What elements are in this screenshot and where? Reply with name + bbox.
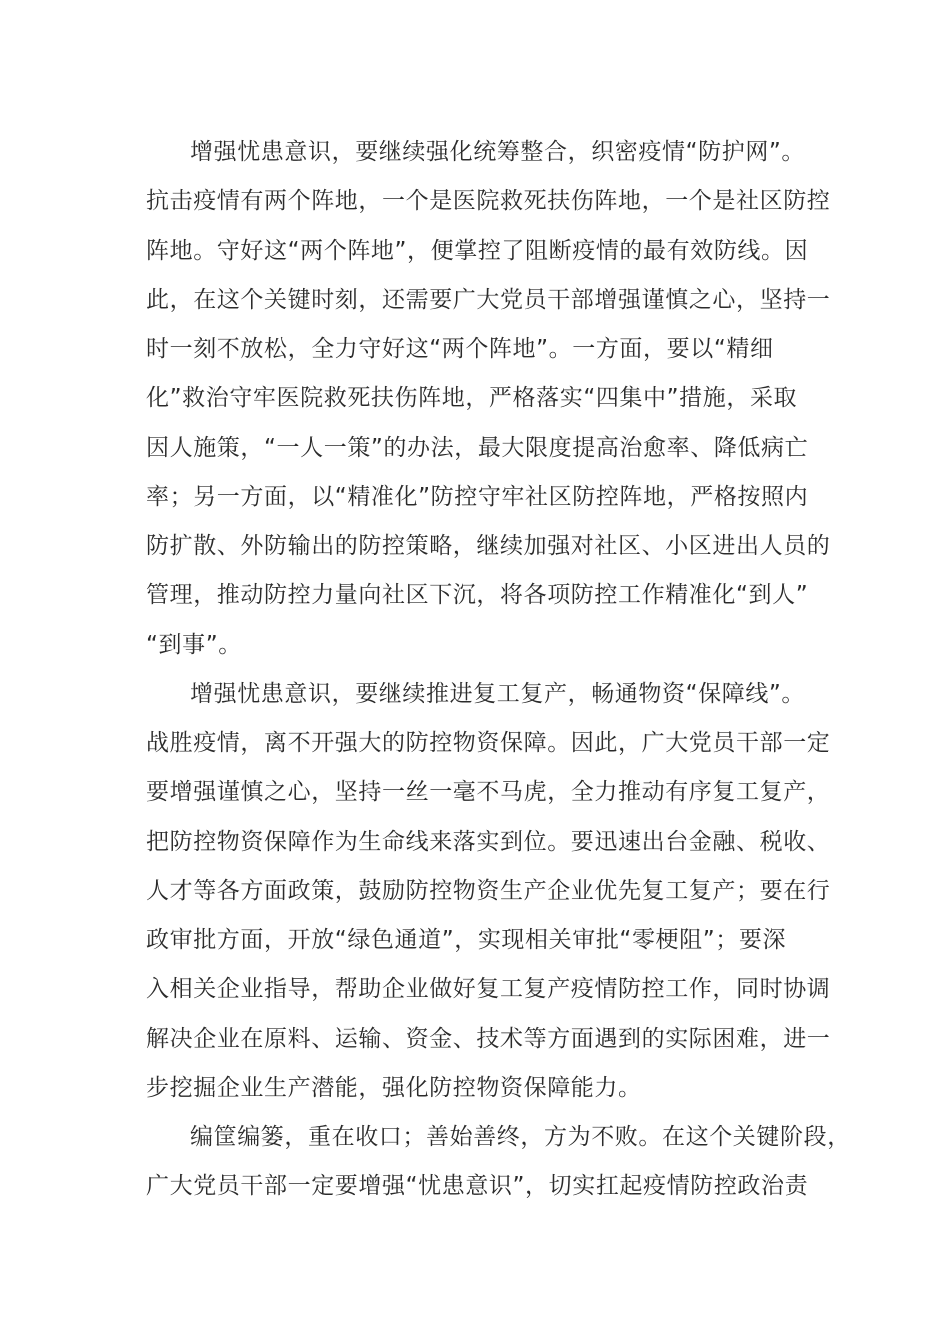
paragraph-2-line-4: 把防控物资保障作为生命线来落实到位。要迅速出台金融、税收、 <box>146 829 831 855</box>
paragraph-1-line-1: 增强忧患意识，要继续强化统筹整合，织密疫情“防护网”。 <box>190 139 806 165</box>
paragraph-2-line-7: 入相关企业指导，帮助企业做好复工复产疫情防控工作，同时协调 <box>146 976 831 1002</box>
paragraph-1-line-11: “到事”。 <box>146 632 242 658</box>
paragraph-1-line-4: 此，在这个关键时刻，还需要广大党员干部增强谨慎之心，坚持一 <box>146 287 831 313</box>
paragraph-2-line-8: 解决企业在原料、运输、资金、技术等方面遇到的实际困难，进一 <box>146 1026 831 1052</box>
paragraph-2-line-5: 人才等各方面政策，鼓励防控物资生产企业优先复工复产；要在行 <box>146 878 831 904</box>
paragraph-2-line-3: 要增强谨慎之心，坚持一丝一毫不马虎，全力推动有序复工复产， <box>146 779 831 805</box>
paragraph-1-line-7: 因人施策，“一人一策”的办法，最大限度提高治愈率、降低病亡 <box>146 435 809 461</box>
paragraph-1-line-5: 时一刻不放松，全力守好这“两个阵地”。一方面，要以“精细 <box>146 336 774 362</box>
paragraph-1-line-8: 率；另一方面，以“精准化”防控守牢社区防控阵地，严格按照内 <box>146 484 809 510</box>
paragraph-3-line-2: 广大党员干部一定要增强“忧患意识”，切实扛起疫情防控政治责 <box>146 1173 809 1199</box>
paragraph-2-line-6: 政审批方面，开放“绿色通道”，实现相关审批“零梗阻”；要深 <box>146 927 787 953</box>
paragraph-2-line-1: 增强忧患意识，要继续推进复工复产，畅通物资“保障线”。 <box>190 681 806 707</box>
paragraph-1-line-9: 防扩散、外防输出的防控策略，继续加强对社区、小区进出人员的 <box>146 533 831 559</box>
paragraph-1-line-6: 化”救治守牢医院救死扶伤阵地，严格落实“四集中”措施，采取 <box>146 385 798 411</box>
paragraph-3-line-1: 编筐编篓，重在收口；善始善终，方为不败。在这个关键阶段， <box>190 1124 851 1150</box>
paragraph-1-line-2: 抗击疫情有两个阵地，一个是医院救死扶伤阵地，一个是社区防控 <box>146 188 831 214</box>
paragraph-2-line-9: 步挖掘企业生产潜能，强化防控物资保障能力。 <box>146 1075 642 1101</box>
paragraph-1-line-3: 阵地。守好这“两个阵地”，便掌控了阻断疫情的最有效防线。因 <box>146 238 809 264</box>
paragraph-2-line-2: 战胜疫情，离不开强大的防控物资保障。因此，广大党员干部一定 <box>146 730 831 756</box>
paragraph-1-line-10: 管理，推动防控力量向社区下沉，将各项防控工作精准化“到人” <box>146 582 809 608</box>
